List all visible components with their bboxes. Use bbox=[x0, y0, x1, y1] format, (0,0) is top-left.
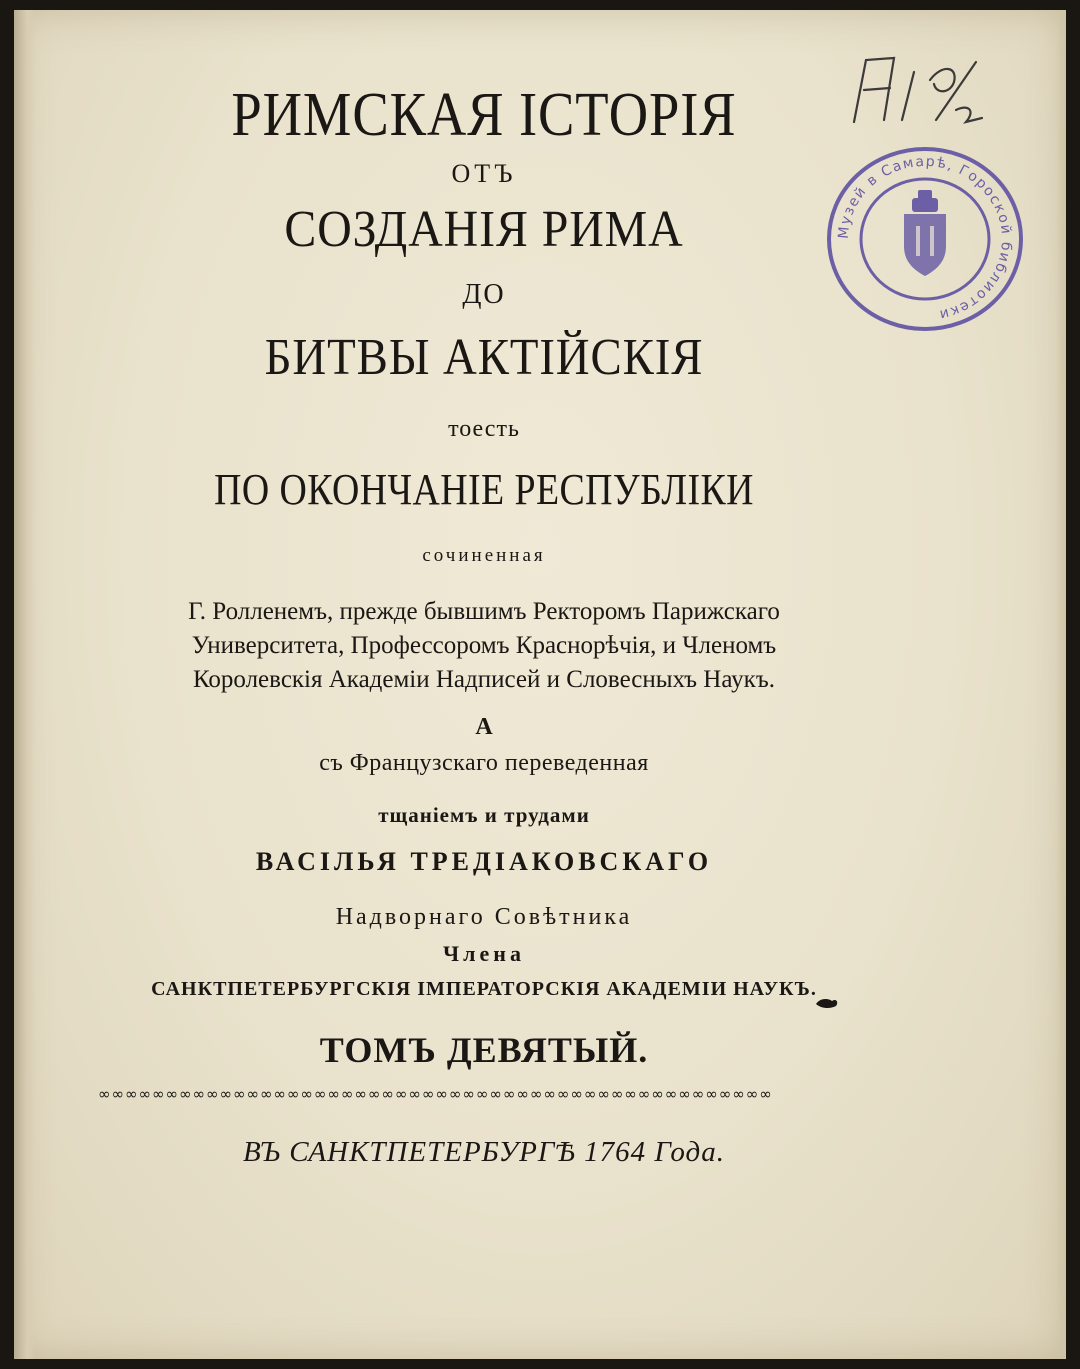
pencil-shelfmark bbox=[844, 50, 994, 140]
and-letter: А bbox=[475, 714, 493, 740]
page-gutter bbox=[14, 10, 36, 1359]
translator-name: ВАСІЛЬЯ ТРЕДІАКОВСКАГО bbox=[255, 847, 713, 876]
library-stamp bbox=[820, 134, 1030, 344]
author-line-1: Г. Ролленемъ, прежде бывшимъ Ректоромъ Парижскаго bbox=[188, 598, 780, 625]
academy-line: САНКТПЕТЕРБУРГСКІЯ ІМПЕРАТОРСКІЯ АКАДЕМІИ НАУКЪ. bbox=[151, 978, 817, 1000]
by-labor-line: тщаніемъ и трудами bbox=[378, 803, 590, 827]
crest-icon bbox=[904, 190, 946, 276]
ink-blot bbox=[814, 996, 840, 1010]
imprint-line: ВЪ САНКТПЕТЕРБУРГѢ 1764 Года. bbox=[243, 1136, 725, 1168]
to-word: ДО bbox=[462, 279, 506, 310]
author-line-3: Королевскія Академіи Надписей и Словесныхъ Наукъ. bbox=[192, 666, 775, 693]
that-is-word: тоесть bbox=[448, 416, 520, 442]
author-line-2: Университета, Профессоромъ Краснорѣчія, и Членомъ bbox=[191, 632, 777, 659]
translated-from-line: съ Французскаго переведенная bbox=[319, 750, 649, 776]
stamp-text: Музей в Самарѣ, Гороской библиотеки bbox=[835, 153, 1015, 323]
volume-line: ТОМЪ ДЕВЯТЫЙ. bbox=[319, 1030, 649, 1070]
creation-line: СОЗДАНІЯ РИМА bbox=[284, 201, 684, 258]
book-title: РИМСКАЯ ІСТОРІЯ bbox=[231, 81, 737, 149]
title-page bbox=[14, 10, 1066, 1359]
battle-line: БИТВЫ АКТІЙСКІЯ bbox=[264, 329, 704, 386]
composed-word: сочиненная bbox=[422, 545, 546, 566]
from-word: ОТЪ bbox=[451, 159, 517, 188]
republic-line: ПО ОКОНЧАНІЕ РЕСПУБЛІКИ bbox=[214, 465, 754, 514]
ornament-rule: ∞∞∞∞∞∞∞∞∞∞∞∞∞∞∞∞∞∞∞∞∞∞∞∞∞∞∞∞∞∞∞∞∞∞∞∞∞∞∞∞∞∞∞∞∞∞∞∞∞∞ bbox=[98, 1085, 773, 1103]
page-edge bbox=[1056, 10, 1066, 1359]
member-word: Члена bbox=[443, 941, 525, 966]
translator-rank: Надворнаго Совѣтника bbox=[335, 904, 633, 930]
